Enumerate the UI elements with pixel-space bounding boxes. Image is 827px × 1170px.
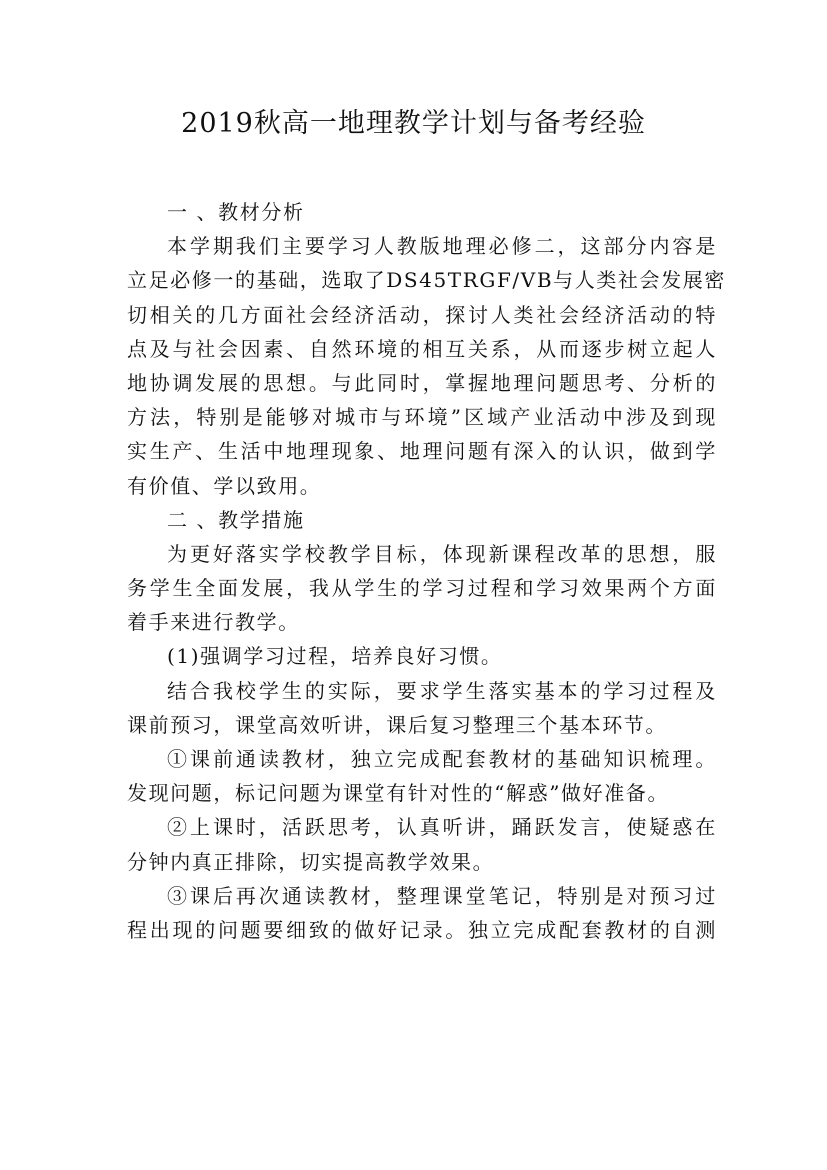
list-item-line: 发现问题，标记问题为课堂有针对性的“解惑”做好准备。 xyxy=(127,781,670,806)
paragraph-line: 课前预习，课堂高效听讲，课后复习整理三个基本环节。 xyxy=(127,712,667,737)
document-body xyxy=(127,195,726,947)
paragraph-line: 务学生全面发展，我从学生的学习过程和学习效果两个方面 xyxy=(127,576,717,601)
paragraph-line: 为更好落实学校教学目标，体现新课程改革的思想，服 xyxy=(167,541,717,566)
paragraph-line: 结合我校学生的实际，要求学生落实基本的学习过程及 xyxy=(167,678,717,703)
paragraph-line: 着手来进行教学。 xyxy=(127,610,300,635)
subsection-heading: (1)强调学习过程，培养良好习惯。 xyxy=(167,644,503,669)
paragraph-line: 有价值、学以致用。 xyxy=(127,473,322,498)
paragraph-line: 点及与社会因素、自然环境的相互关系，从而逐步树立起人 xyxy=(127,336,717,361)
document-title: 2019秋高一地理教学计划与备考经验 xyxy=(181,108,646,139)
paragraph-line: 立足必修一的基础，选取了DS45TRGF/VB与人类社会发展密 xyxy=(127,268,726,293)
list-item-line: ①课前通读教材，独立完成配套教材的基础知识梳理。 xyxy=(167,747,717,771)
list-item-line: 分钟内真正排除，切实提高教学效果。 xyxy=(127,849,495,874)
paragraph-line: 地协调发展的思想。与此同时，掌握地理问题思考、分析的 xyxy=(127,370,717,395)
paragraph-line: 本学期我们主要学习人教版地理必修二，这部分内容是 xyxy=(167,234,717,259)
paragraph-line: 方法，特别是能够对城市与环境”区域产业活动中涉及到现 xyxy=(127,405,717,430)
paragraph-line: 实生产、生活中地理现象、地理问题有深入的认识，做到学 xyxy=(127,439,717,464)
section-heading-textbook-analysis: 一 、教材分析 xyxy=(167,200,305,224)
list-item-line: ③课后再次通读教材，整理课堂笔记，特别是对预习过 xyxy=(167,883,717,908)
section-heading-teaching-measures: 二 、教学措施 xyxy=(167,507,305,532)
list-item-line: 程出现的问题要细致的做好记录。独立完成配套教材的自测 xyxy=(127,917,717,942)
list-item-line: ②上课时，活跃思考，认真听讲，踊跃发言，使疑惑在 xyxy=(167,815,717,840)
paragraph-line: 切相关的几方面社会经济活动，探讨人类社会经济活动的特 xyxy=(127,302,717,327)
